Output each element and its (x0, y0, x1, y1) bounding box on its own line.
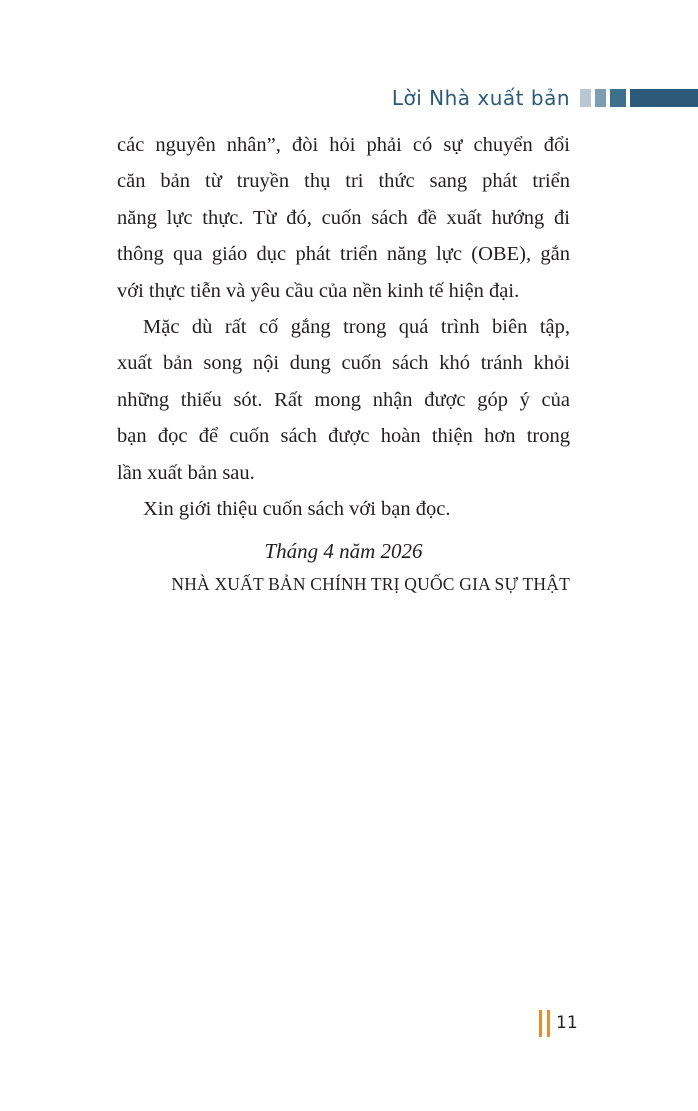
paragraph (117, 127, 570, 309)
text-line: các nguyên nhân”, đòi hỏi phải có sự chuyển đổi (117, 134, 570, 156)
folio-bar (547, 1010, 550, 1037)
text-line: với thực tiễn và yêu cầu của nền kinh tế hiện đại. (117, 279, 520, 302)
text-line: bạn đọc để cuốn sách được hoàn thiện hơn trong (117, 425, 570, 448)
text-line: thông qua giáo dục phát triển năng lực (OBE), gắn (117, 243, 570, 266)
text-line: Xin giới thiệu cuốn sách với bạn đọc. (143, 498, 451, 521)
text-line: những thiếu sót. Rất mong nhận được góp ý của (117, 388, 570, 411)
text-line: căn bản từ truyền thụ tri thức sang phát triển (117, 170, 570, 193)
running-header: Lời Nhà xuất bản (391, 86, 570, 110)
text-line: Mặc dù rất cố gắng trong quá trình biên tập, (143, 316, 570, 339)
signature-publisher: NHÀ XUẤT BẢN CHÍNH TRỊ QUỐC GIA SỰ THẬT (171, 574, 570, 594)
body-text (117, 127, 570, 527)
text-line: năng lực thực. Từ đó, cuốn sách đề xuất hướng đi (117, 206, 570, 229)
header-block (595, 89, 606, 107)
signature-date: Tháng 4 năm 2026 (264, 539, 423, 563)
folio-bar (539, 1010, 542, 1037)
page-number: 11 (556, 1013, 578, 1033)
header-block (610, 89, 626, 107)
paragraph (117, 491, 570, 527)
paragraph (117, 309, 570, 491)
header-bar (630, 89, 698, 107)
text-line: xuất bản song nội dung cuốn sách khó tránh khỏi (117, 352, 570, 375)
header-block (580, 89, 591, 107)
text-line: lần xuất bản sau. (117, 461, 255, 484)
